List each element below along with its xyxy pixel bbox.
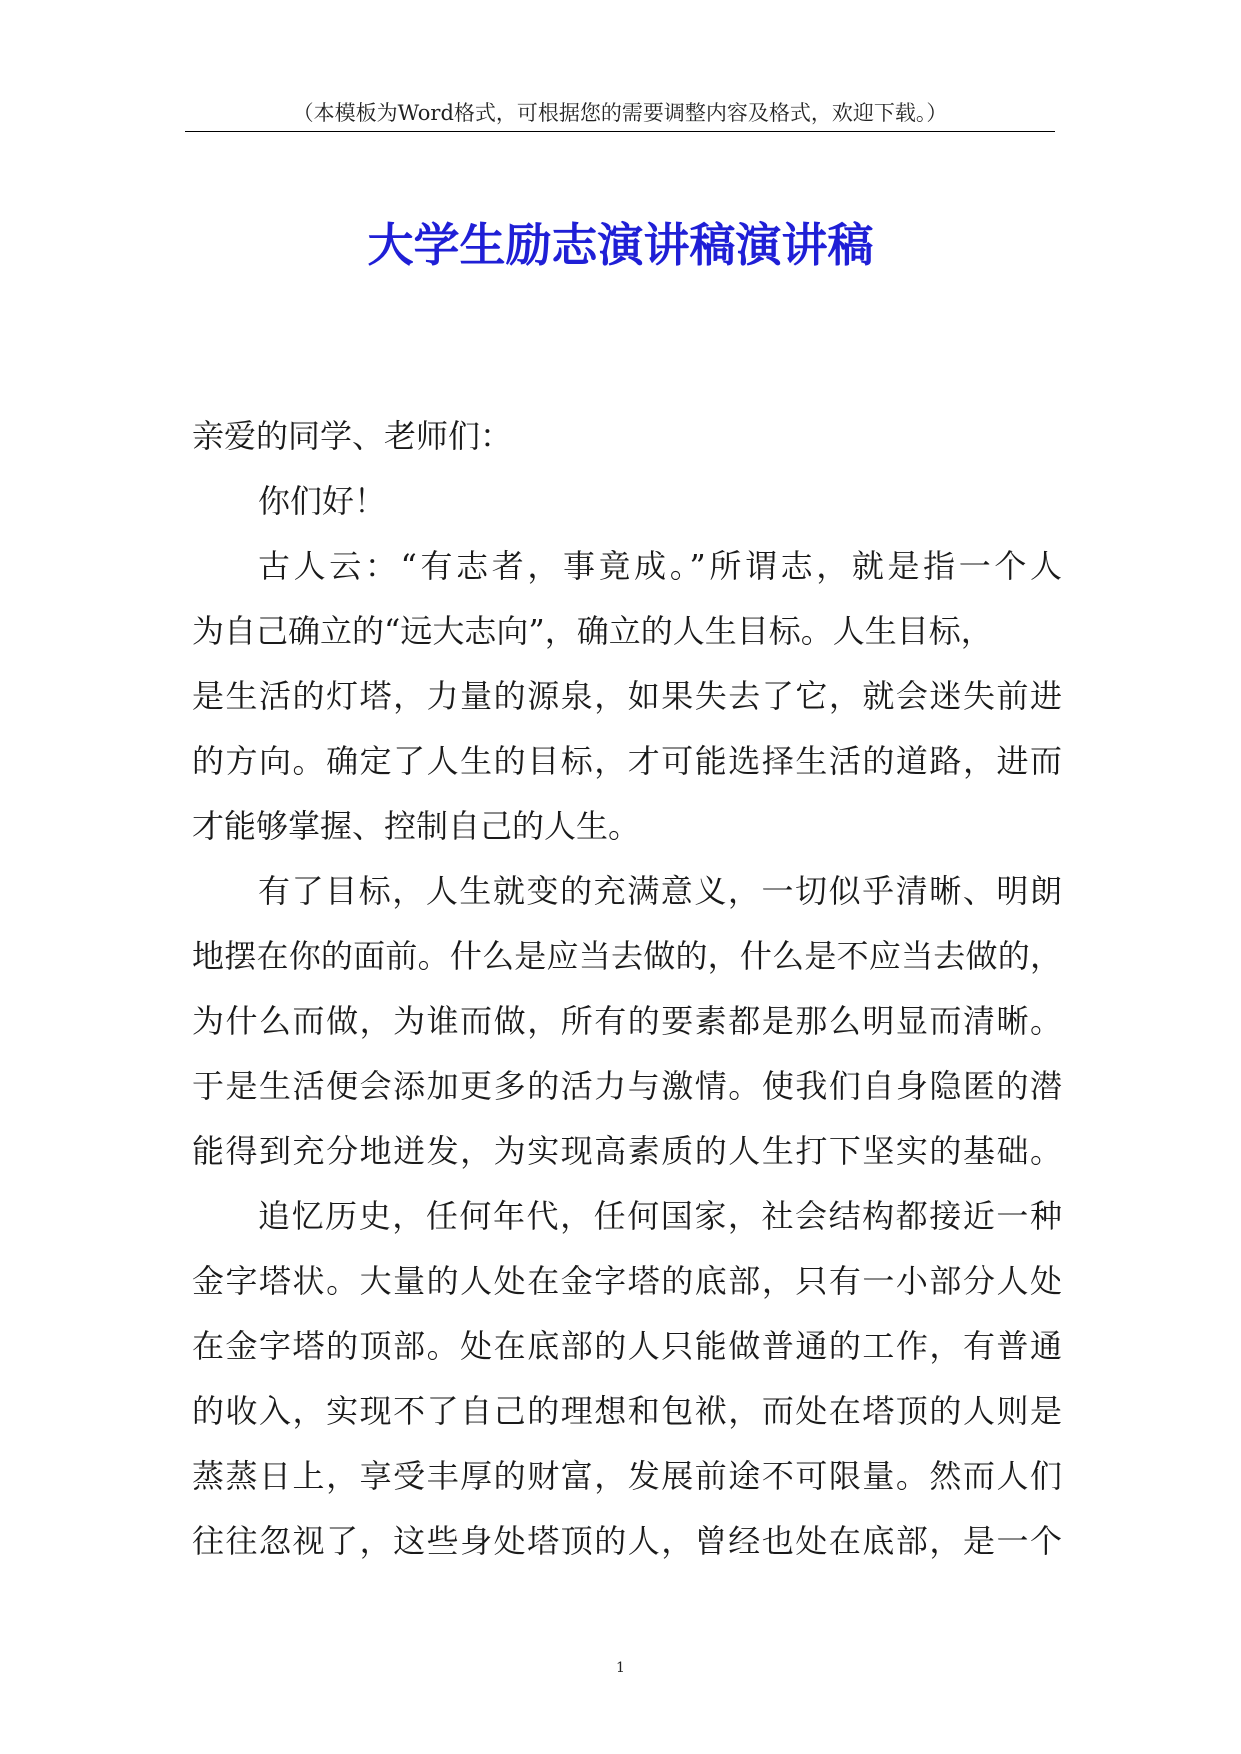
paragraph-line: 往往忽视了，这些身处塔顶的人，曾经也处在底部，是一个 bbox=[192, 1522, 1062, 1560]
paragraph-line: 地摆在你的面前。什么是应当去做的，什么是不应当去做的， bbox=[192, 937, 1062, 975]
paragraph-line: 在金字塔的顶部。处在底部的人只能做普通的工作，有普通 bbox=[192, 1327, 1062, 1365]
paragraph-line: 是生活的灯塔，力量的源泉，如果失去了它，就会迷失前进 bbox=[192, 677, 1062, 715]
paragraph-line: 的收入，实现不了自己的理想和包袱，而处在塔顶的人则是 bbox=[192, 1392, 1062, 1430]
salutation-line: 亲爱的同学、老师们： bbox=[192, 417, 513, 455]
paragraph-line: 才能够掌握、控制自己的人生。 bbox=[192, 807, 641, 845]
paragraph-line: 金字塔状。大量的人处在金字塔的底部，只有一小部分人处 bbox=[192, 1262, 1062, 1300]
paragraph-line: 有了目标，人生就变的充满意义，一切似乎清晰、明朗 bbox=[258, 872, 1062, 910]
page-number: 1 bbox=[616, 1660, 625, 1676]
paragraph-line: 为什么而做，为谁而做，所有的要素都是那么明显而清晰。 bbox=[192, 1002, 1062, 1040]
paragraph-line: 于是生活便会添加更多的活力与激情。使我们自身隐匿的潜 bbox=[192, 1067, 1062, 1105]
header-divider bbox=[185, 131, 1055, 132]
paragraph-line: 蒸蒸日上，享受丰厚的财富，发展前途不可限量。然而人们 bbox=[192, 1457, 1062, 1495]
paragraph-line: 为自己确立的“远大志向”，确立的人生目标。人生目标， bbox=[192, 612, 993, 650]
template-notice: （本模板为Word格式，可根据您的需要调整内容及格式，欢迎下载。） bbox=[292, 101, 948, 125]
paragraph-line: 古人云：“有志者，事竟成。”所谓志，就是指一个人 bbox=[258, 547, 1062, 585]
document-title: 大学生励志演讲稿演讲稿 bbox=[367, 218, 874, 272]
paragraph-line: 追忆历史，任何年代，任何国家，社会结构都接近一种 bbox=[258, 1197, 1062, 1235]
greeting-line: 你们好！ bbox=[258, 482, 387, 520]
document-body bbox=[192, 404, 1062, 1574]
paragraph-line: 能得到充分地迸发，为实现高素质的人生打下坚实的基础。 bbox=[192, 1132, 1062, 1170]
paragraph-line: 的方向。确定了人生的目标，才可能选择生活的道路，进而 bbox=[192, 742, 1062, 780]
